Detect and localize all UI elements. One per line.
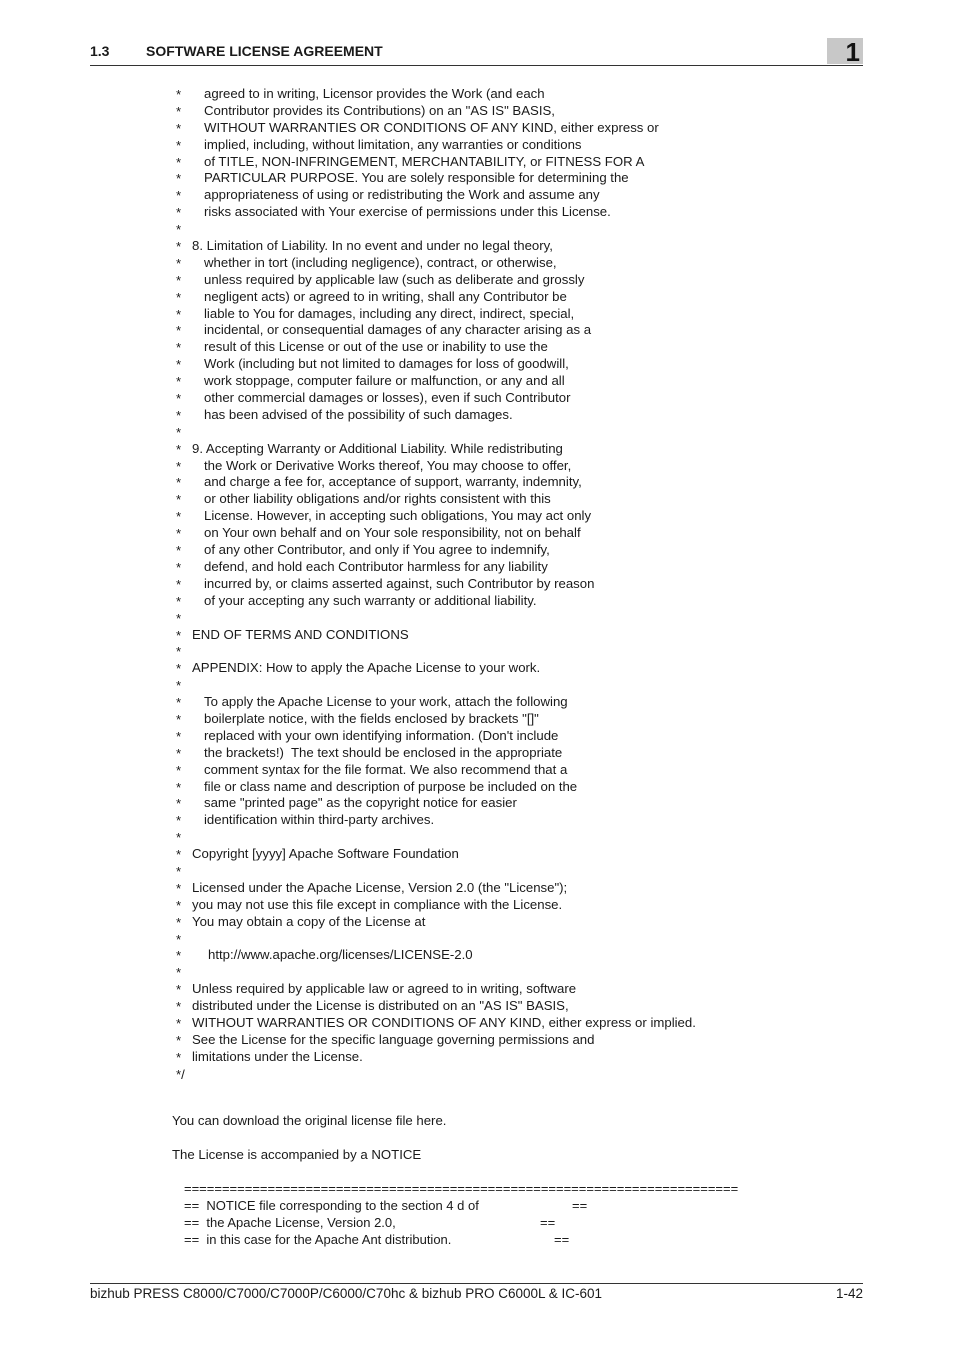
comment-star: * <box>176 1032 182 1048</box>
comment-star: * <box>176 1015 182 1031</box>
comment-star: * <box>176 509 182 525</box>
license-line-text: Copyright [yyyy] Apache Software Foundation <box>192 846 459 862</box>
license-line-text: implied, including, without limitation, any warranties or conditions <box>204 136 582 152</box>
license-line <box>176 238 836 255</box>
license-line <box>176 542 836 559</box>
license-line-text: 8. Limitation of Liability. In no event and under no legal theory, <box>192 238 553 254</box>
comment-star: * <box>176 559 182 575</box>
license-line <box>176 981 836 998</box>
license-line <box>176 322 836 339</box>
license-line <box>176 390 836 407</box>
notice-line-text: ========================================================================= <box>184 1181 739 1196</box>
license-line <box>176 610 836 627</box>
license-line <box>176 508 836 525</box>
license-line <box>176 356 836 373</box>
comment-star: * <box>176 965 182 981</box>
notice-line-end: == <box>554 1232 570 1247</box>
comment-star: */ <box>176 1066 185 1082</box>
comment-star: * <box>176 374 182 390</box>
license-line <box>176 170 836 187</box>
license-line-text: WITHOUT WARRANTIES OR CONDITIONS OF ANY KIND, either express or <box>204 119 659 135</box>
license-line-text: PARTICULAR PURPOSE. You are solely responsible for determining the <box>204 170 629 186</box>
comment-star: * <box>176 711 182 727</box>
section-number: 1.3 <box>90 43 110 59</box>
comment-star: * <box>176 222 182 238</box>
license-line <box>176 1032 836 1049</box>
chapter-tab <box>827 37 863 67</box>
comment-star: * <box>176 137 182 153</box>
license-line-text: other commercial damages or losses), even if such Contributor <box>204 390 571 406</box>
footer-page-number: 1-42 <box>835 1286 863 1301</box>
comment-star: * <box>176 863 182 879</box>
comment-star: * <box>176 239 182 255</box>
comment-star: * <box>176 492 182 508</box>
license-line-text: risks associated with Your exercise of permissions under this License. <box>204 204 611 220</box>
license-line <box>176 576 836 593</box>
download-paragraph: You can download the original license file here. <box>172 1113 447 1128</box>
notice-line-end: == <box>572 1198 588 1213</box>
comment-star: * <box>176 728 182 744</box>
license-line-text: WITHOUT WARRANTIES OR CONDITIONS OF ANY KIND, either express or implied. <box>192 1014 696 1030</box>
license-line <box>176 373 836 390</box>
license-line-text: incurred by, or claims asserted against, such Contributor by reason <box>204 575 595 591</box>
license-line-text: of TITLE, NON-INFRINGEMENT, MERCHANTABILITY, or FITNESS FOR A <box>204 153 645 169</box>
header-rule <box>90 65 863 66</box>
license-line <box>176 745 836 762</box>
license-line-text: the Work or Derivative Works thereof, You may choose to offer, <box>204 457 572 473</box>
license-line-text: Contributor provides its Contributions) on an "AS IS" BASIS, <box>204 102 555 118</box>
notice-line-text: == in this case for the Apache Ant distribution. <box>184 1232 452 1247</box>
license-line <box>176 120 836 137</box>
comment-star: * <box>176 880 182 896</box>
license-line-text: Unless required by applicable law or agreed to in writing, software <box>192 981 577 997</box>
license-line-text: Licensed under the Apache License, Version 2.0 (the "License"); <box>192 879 568 895</box>
license-line <box>176 103 836 120</box>
comment-star: * <box>176 441 182 457</box>
license-line <box>176 1066 836 1083</box>
comment-star: * <box>176 475 182 491</box>
license-line <box>176 829 836 846</box>
license-line-text: has been advised of the possibility of such damages. <box>204 406 513 422</box>
comment-star: * <box>176 948 182 964</box>
license-line-text: See the License for the specific language governing permissions and <box>192 1031 595 1047</box>
license-line <box>176 914 836 931</box>
license-line-text: You may obtain a copy of the License at <box>192 913 426 929</box>
license-line <box>176 1015 836 1032</box>
comment-star: * <box>176 458 182 474</box>
license-line-text: To apply the Apache License to your work, attach the following <box>204 694 568 710</box>
license-line <box>176 964 836 981</box>
comment-star: * <box>176 897 182 913</box>
license-line-text: you may not use this file except in compliance with the License. <box>192 896 563 912</box>
license-line <box>176 627 836 644</box>
license-line <box>176 424 836 441</box>
license-line <box>176 728 836 745</box>
license-line <box>176 255 836 272</box>
chapter-number: 1 <box>845 37 860 67</box>
license-line-text: agreed to in writing, Licensor provides the Work (and each <box>204 86 545 101</box>
license-line-text: limitations under the License. <box>192 1048 363 1064</box>
license-line-text: END OF TERMS AND CONDITIONS <box>192 626 409 642</box>
license-line <box>176 339 836 356</box>
comment-star: * <box>176 914 182 930</box>
license-line <box>176 221 836 238</box>
license-line-text: of any other Contributor, and only if You agree to indemnify, <box>204 542 550 558</box>
comment-star: * <box>176 103 182 119</box>
license-line <box>176 897 836 914</box>
comment-star: * <box>176 745 182 761</box>
license-line <box>176 694 836 711</box>
section-title: SOFTWARE LICENSE AGREEMENT <box>146 43 383 59</box>
license-line <box>176 947 836 964</box>
comment-star: * <box>176 171 182 187</box>
license-line <box>176 458 836 475</box>
comment-star: * <box>176 847 182 863</box>
comment-star: * <box>176 627 182 643</box>
comment-star: * <box>176 357 182 373</box>
license-line <box>176 779 836 796</box>
license-line <box>176 204 836 221</box>
license-line <box>176 407 836 424</box>
license-line-text: and charge a fee for, acceptance of support, warranty, indemnity, <box>204 474 582 490</box>
license-line <box>176 86 836 103</box>
comment-star: * <box>176 830 182 846</box>
comment-star: * <box>176 576 182 592</box>
comment-star: * <box>176 340 182 356</box>
license-line-text: http://www.apache.org/licenses/LICENSE-2.0 <box>208 947 473 963</box>
comment-star: * <box>176 762 182 778</box>
comment-star: * <box>176 813 182 829</box>
comment-star: * <box>176 644 182 660</box>
comment-star: * <box>176 796 182 812</box>
footer-rule <box>90 1283 863 1284</box>
comment-star: * <box>176 407 182 423</box>
comment-star: * <box>176 306 182 322</box>
license-line-text: on Your own behalf and on Your sole responsibility, not on behalf <box>204 525 581 541</box>
comment-star: * <box>176 999 182 1015</box>
comment-star: * <box>176 678 182 694</box>
license-line <box>176 931 836 948</box>
comment-star: * <box>176 695 182 711</box>
license-line <box>176 593 836 610</box>
license-line <box>176 559 836 576</box>
license-line <box>176 880 836 897</box>
license-line-text: or other liability obligations and/or rights consistent with this <box>204 491 551 507</box>
license-line-text: 9. Accepting Warranty or Additional Liability. While redistributing <box>192 440 563 456</box>
comment-star: * <box>176 931 182 947</box>
license-line-text: identification within third-party archives. <box>204 812 435 828</box>
comment-star: * <box>176 779 182 795</box>
license-line <box>176 289 836 306</box>
license-line <box>176 998 836 1015</box>
notice-line-text: == the Apache License, Version 2.0, <box>184 1215 396 1230</box>
license-line-text: appropriateness of using or redistributing the Work and assume any <box>204 187 600 203</box>
notice-line-text: == NOTICE file corresponding to the section 4 d of <box>184 1198 479 1213</box>
license-line-text: result of this License or out of the use or inability to use the <box>204 339 548 355</box>
license-line-text: work stoppage, computer failure or malfunction, or any and all <box>204 373 565 389</box>
license-line <box>176 154 836 171</box>
license-line-text: unless required by applicable law (such as deliberate and grossly <box>204 271 585 287</box>
license-line-text: defend, and hold each Contributor harmless for any liability <box>204 558 548 574</box>
comment-star: * <box>176 424 182 440</box>
license-line <box>176 660 836 677</box>
comment-star: * <box>176 205 182 221</box>
license-line-text: liable to You for damages, including any direct, indirect, special, <box>204 305 575 321</box>
license-line-text: boilerplate notice, with the fields enclosed by brackets "[]" <box>204 710 539 726</box>
license-line-text: replaced with your own identifying information. (Don't include <box>204 727 559 743</box>
license-line <box>176 1049 836 1066</box>
comment-star: * <box>176 323 182 339</box>
footer-product-name: bizhub PRESS C8000/C7000/C7000P/C6000/C70hc & bizhub PRO C6000L & IC-601 <box>90 1286 603 1301</box>
license-line-text: file or class name and description of purpose be included on the <box>204 778 578 794</box>
license-line <box>176 711 836 728</box>
license-line-text: of your accepting any such warranty or additional liability. <box>204 592 537 608</box>
license-line <box>176 474 836 491</box>
comment-star: * <box>176 610 182 626</box>
license-line <box>176 272 836 289</box>
comment-star: * <box>176 272 182 288</box>
comment-star: * <box>176 526 182 542</box>
license-line-text: APPENDIX: How to apply the Apache License to your work. <box>192 660 541 676</box>
license-line <box>176 677 836 694</box>
license-line-text: same "printed page" as the copyright notice for easier <box>204 795 517 811</box>
license-line <box>176 643 836 660</box>
license-line-text: distributed under the License is distributed on an "AS IS" BASIS, <box>192 998 569 1014</box>
comment-star: * <box>176 391 182 407</box>
comment-star: * <box>176 120 182 136</box>
license-line-text: comment syntax for the file format. We also recommend that a <box>204 761 568 777</box>
license-line <box>176 863 836 880</box>
license-line <box>176 795 836 812</box>
comment-star: * <box>176 593 182 609</box>
license-line <box>176 812 836 829</box>
license-line <box>176 762 836 779</box>
license-line <box>176 846 836 863</box>
comment-star: * <box>176 1049 182 1065</box>
comment-star: * <box>176 255 182 271</box>
license-line-text: whether in tort (including negligence), contract, or otherwise, <box>204 254 557 270</box>
comment-star: * <box>176 543 182 559</box>
license-text-block <box>176 86 836 1083</box>
notice-intro-paragraph: The License is accompanied by a NOTICE <box>172 1147 422 1162</box>
license-line <box>176 525 836 542</box>
notice-line-end: == <box>540 1215 556 1230</box>
license-line-text: incidental, or consequential damages of any character arising as a <box>204 322 592 338</box>
license-line <box>176 441 836 458</box>
license-line <box>176 491 836 508</box>
comment-star: * <box>176 289 182 305</box>
comment-star: * <box>176 982 182 998</box>
license-line <box>176 306 836 323</box>
license-line-text: License. However, in accepting such obligations, You may act only <box>204 508 592 524</box>
comment-star: * <box>176 87 182 102</box>
license-line <box>176 137 836 154</box>
comment-star: * <box>176 188 182 204</box>
license-line-text: the brackets!) The text should be enclosed in the appropriate <box>204 744 563 760</box>
license-line-text: negligent acts) or agreed to in writing, shall any Contributor be <box>204 288 567 304</box>
page-header <box>90 40 863 66</box>
license-line-text: Work (including but not limited to damages for loss of goodwill, <box>204 356 569 372</box>
comment-star: * <box>176 661 182 677</box>
license-line <box>176 187 836 204</box>
comment-star: * <box>176 154 182 170</box>
